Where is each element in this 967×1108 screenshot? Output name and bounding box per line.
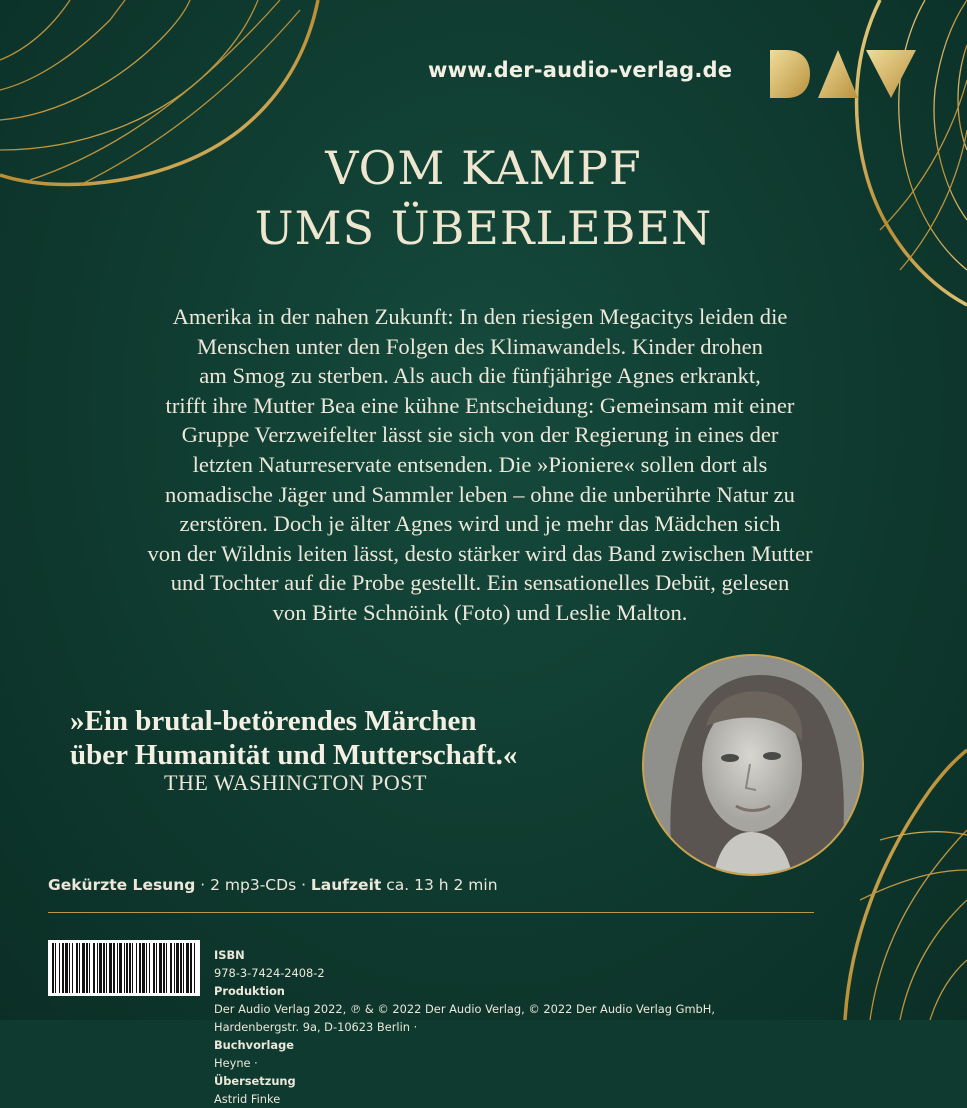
publisher-website[interactable]: www.der-audio-verlag.de [428,58,733,82]
imprint [214,946,715,1108]
blurb-line: nomadische Jäger und Sammler leben – ohne die unberührte Natur zu [165,481,795,507]
isbn-value: 978-3-7424-2408-2 [214,966,325,980]
buchvorlage-value: Heyne · [214,1056,258,1070]
blurb-line: und Tochter auf die Probe gestellt. Ein sensationelles Debüt, gelesen [170,570,790,596]
blurb-line: Gruppe Verzweifelter lässt sie sich von der Regierung in eines der [181,422,779,448]
blurb-line: von der Wildnis leiten lässt, desto stärker wird das Band zwischen Mutter [147,540,813,566]
lesung-label: Gekürzte Lesung [48,876,196,894]
headline-line-1: VOM KAMPF [325,141,642,195]
blurb-line: Menschen unter den Folgen des Klimawandels. Kinder drohen [197,333,763,359]
blurb-line: von Birte Schnöink (Foto) und Leslie Malton. [272,599,688,625]
blurb-text [40,302,920,628]
headline-line-2: UMS ÜBERLEBEN [254,201,713,255]
blurb-line: Amerika in der nahen Zukunft: In den riesigen Megacitys leiden die [172,304,788,329]
bottom-right-leaf [845,750,967,1020]
buchvorlage-label: Buchvorlage [214,1038,294,1052]
narrator-photo [642,654,864,876]
laufzeit-label: Laufzeit [310,876,382,894]
runtime-value: ca. 13 h 2 min [381,876,498,894]
produktion-value: Der Audio Verlag 2022, ℗ & © 2022 Der Audio Verlag, © 2022 Der Audio Verlag GmbH, [214,1002,715,1016]
headline [0,138,967,258]
isbn-label: ISBN [214,948,245,962]
divider [48,912,814,913]
uebersetzung-value: Astrid Finke [214,1092,281,1106]
dav-logo [768,46,918,106]
address-line [214,1018,715,1108]
produktion-label: Produktion [214,984,285,998]
address-value: Hardenbergstr. 9a, D-10623 Berlin · [214,1020,418,1034]
quote-source: THE WASHINGTON POST [164,770,427,795]
blurb-line: trifft ihre Mutter Bea eine kühne Entscheidung: Gemeinsam mit einer [165,392,795,418]
quote-line-2: über Humanität und Mutterschaft.« [70,739,518,771]
barcode [48,940,200,996]
blurb-line: zerstören. Doch je älter Agnes wird und je mehr das Mädchen sich [179,511,781,537]
isbn-line [214,946,715,982]
cd-count: · 2 mp3-CDs · [195,876,311,894]
produktion-line [214,982,715,1018]
blurb-line: am Smog zu sterben. Als auch die fünfjährige Agnes erkrankt, [199,363,761,389]
blurb-line: letzten Naturreservate entsenden. Die »Pioniere« sollen dort als [192,451,768,477]
product-details [48,876,498,894]
press-quote [70,704,517,772]
uebersetzung-label: Übersetzung [214,1074,296,1088]
quote-line-1: »Ein brutal-betörendes Märchen [70,705,477,737]
